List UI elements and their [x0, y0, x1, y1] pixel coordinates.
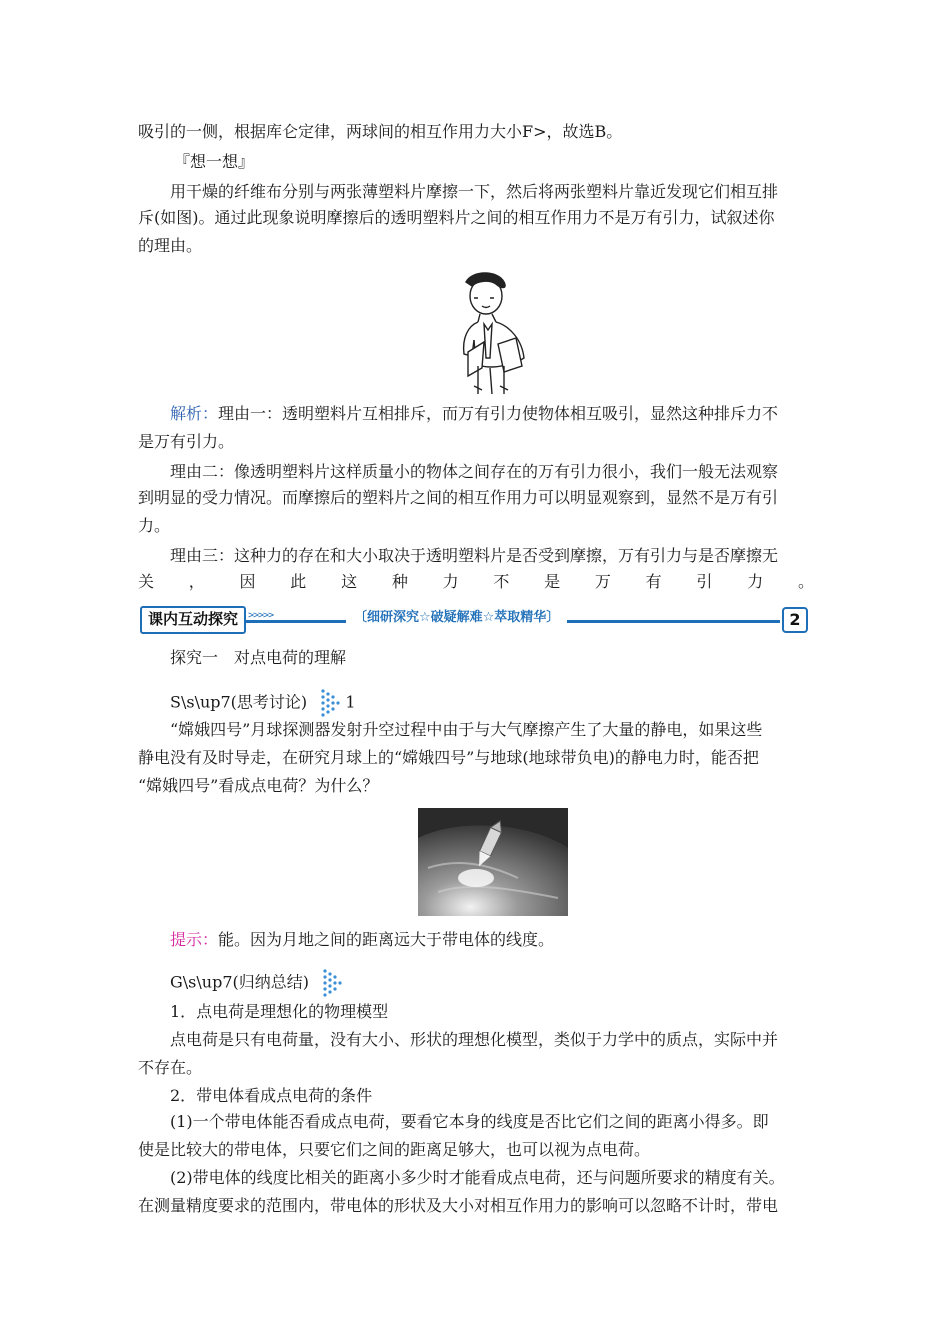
- paragraph-line: (2)带电体的线度比相关的距离小多少时才能看成点电荷，还与问题所要求的精度有关。: [170, 1168, 785, 1187]
- banner-tagline: 〔细研深究☆破疑解难☆萃取精华〕: [346, 608, 567, 628]
- paragraph-line: 使是比较大的带电体，只要它们之间的距离足够大，也可以视为点电荷。: [138, 1140, 651, 1159]
- paragraph-line: 不存在。: [138, 1058, 203, 1077]
- section-title: 2．带电体看成点电荷的条件: [170, 1086, 373, 1105]
- analysis-label: 解析：: [170, 404, 219, 423]
- think-heading: 『想一想』: [174, 152, 255, 171]
- banner-section-number: 2: [782, 607, 808, 633]
- justified-char: 引: [696, 572, 713, 591]
- paragraph-line: 点电荷是只有电荷量，没有大小、形状的理想化模型，类似于力学中的质点，实际中并: [170, 1030, 779, 1049]
- justified-char: 。: [797, 572, 814, 591]
- think-discuss-number: 1: [345, 692, 356, 712]
- justified-char: ，: [188, 572, 205, 591]
- paragraph-line: “嫦娥四号”看成点电荷？为什么？: [138, 776, 379, 795]
- paragraph-line: 吸引的一侧，根据库仑定律，两球间的相互作用力大小F>，故选B。: [138, 122, 623, 141]
- section-banner: [138, 604, 810, 632]
- paragraph-line: 理由二：像透明塑料片这样质量小的物体之间存在的万有引力很小，我们一般无法观察: [170, 462, 779, 481]
- analysis-line: [138, 402, 814, 426]
- justified-char: 种: [391, 572, 408, 591]
- paragraph-line: 的理由。: [138, 236, 203, 255]
- paragraph-line: “嫦娥四号”月球探测器发射升空过程中由于与大气摩擦产生了大量的静电，如果这些: [170, 720, 763, 739]
- banner-label: 课内互动探究: [140, 606, 246, 634]
- think-discuss-line: [138, 688, 814, 718]
- man-with-plastic-sheets-illustration: [438, 268, 548, 396]
- summary-code: G\s\up7(归纳总结): [170, 972, 309, 992]
- justified-char: 力: [747, 572, 764, 591]
- analysis-text: 理由一：透明塑料片互相排斥，而万有引力使物体相互吸引，显然这种排斥力不: [218, 404, 779, 423]
- justified-line: [138, 570, 814, 594]
- paragraph-line: 到明显的受力情况。而摩擦后的塑料片之间的相互作用力可以明显观察到，显然不是万有引: [138, 488, 779, 507]
- justified-char: 有: [645, 572, 662, 591]
- paragraph-line: 力。: [138, 516, 171, 535]
- paragraph-line: (1)一个带电体能否看成点电荷，要看它本身的线度是否比它们之间的距离小得多。即: [170, 1112, 769, 1131]
- hint-text: 能。因为月地之间的距离远大于带电体的线度。: [218, 930, 555, 949]
- justified-char: 力: [442, 572, 459, 591]
- paragraph-line: 在测量精度要求的范围内，带电体的形状及大小对相互作用力的影响可以忽略不计时，带电: [138, 1196, 779, 1215]
- paragraph-line: 斥(如图)。通过此现象说明摩擦后的透明塑料片之间的相互作用力不是万有引力，试叙述你: [138, 208, 775, 227]
- justified-char: 这: [341, 572, 358, 591]
- hint-label: 提示：: [170, 930, 219, 949]
- section-title: 1．点电荷是理想化的物理模型: [170, 1002, 389, 1021]
- summary-heading-line: [138, 968, 814, 998]
- hint-line: [138, 928, 814, 952]
- explore-heading: 探究一 对点电荷的理解: [170, 648, 347, 667]
- paragraph-line: 是万有引力。: [138, 432, 235, 451]
- think-discuss-code: S\s\up7(思考讨论): [170, 692, 308, 712]
- earth-probe-photo: [418, 808, 568, 916]
- justified-char: 因: [239, 572, 256, 591]
- justified-char: 是: [544, 572, 561, 591]
- banner-arrows: >>>>>: [248, 610, 274, 621]
- justified-char: 关: [138, 572, 155, 591]
- justified-char: 不: [493, 572, 510, 591]
- paragraph-line: 理由三：这种力的存在和大小取决于透明塑料片是否受到摩擦，万有引力与是否摩擦无: [170, 546, 779, 565]
- paragraph-line: 用干燥的纤维布分别与两张薄塑料片摩擦一下，然后将两张塑料片靠近发现它们相互排: [170, 182, 779, 201]
- triangle-dots-icon: [322, 968, 342, 998]
- justified-char: 此: [290, 572, 307, 591]
- triangle-dots-icon: [320, 688, 340, 718]
- justified-char: 万: [594, 572, 611, 591]
- paragraph-line: 静电没有及时导走，在研究月球上的“嫦娥四号”与地球(地球带负电)的静电力时，能否把: [138, 748, 759, 767]
